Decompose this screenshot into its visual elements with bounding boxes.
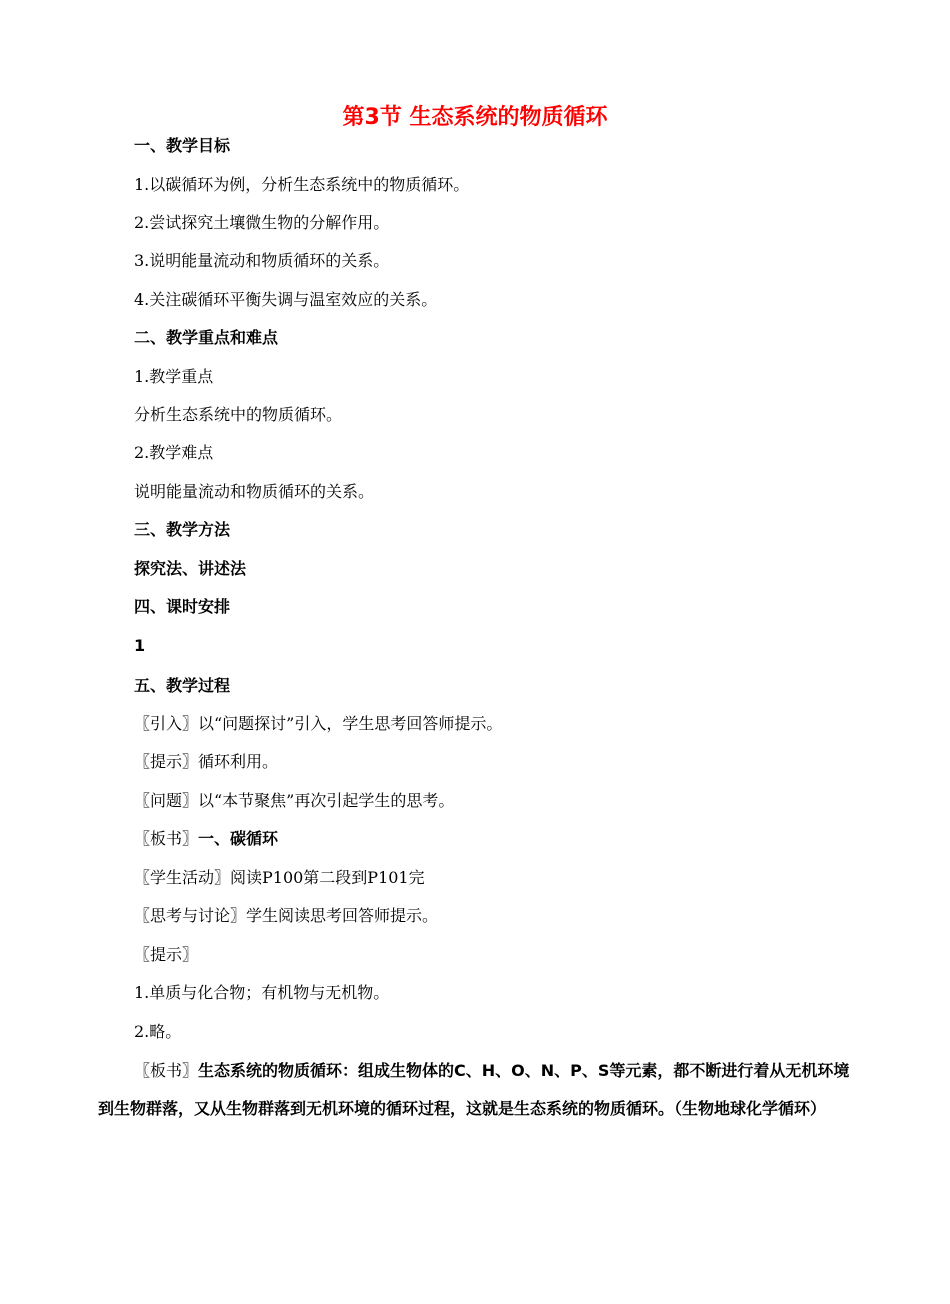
section-heading-key-points: 二、教学重点和难点 (134, 328, 279, 347)
text-line: 分析生态系统中的物质循环。 (134, 405, 343, 424)
section-heading-schedule: 四、课时安排 (134, 597, 231, 616)
board-prefix: 〖板书〗 (134, 1061, 199, 1080)
process-line: 〖学生活动〗阅读P100第二段到P101完 (134, 868, 425, 887)
section-heading-objectives: 一、教学目标 (134, 136, 231, 155)
process-line: 〖提示〗循环利用。 (134, 752, 279, 771)
text-line: 说明能量流动和物质循环的关系。 (134, 482, 375, 501)
methods-text: 探究法、讲述法 (134, 559, 247, 578)
process-line: 〖问题〗以“本节聚焦”再次引起学生的思考。 (134, 791, 455, 810)
section-heading-methods: 三、教学方法 (134, 520, 231, 539)
section-heading-process: 五、教学过程 (134, 676, 231, 695)
board-text: 一、碳循环 (198, 829, 279, 848)
process-line: 〖引入〗以“问题探讨”引入，学生思考回答师提示。 (134, 714, 503, 733)
process-line: 〖思考与讨论〗学生阅读思考回答师提示。 (134, 906, 439, 925)
board-text: 生态系统的物质循环：组成生物体的C、H、O、N、P、S等元素，都不断进行着从无机环境到生物群落，又从生物群落到无机环境的循环过程，这就是生态系统的物质循环。（生物地球化学循环） (98, 1061, 850, 1118)
board-note-carbon-cycle (134, 827, 278, 851)
process-line: 〖提示〗 (134, 945, 199, 964)
objective-item: 2.尝试探究土壤微生物的分解作用。 (134, 213, 390, 232)
objective-item: 4.关注碳循环平衡失调与温室效应的关系。 (134, 290, 438, 309)
board-prefix: 〖板书〗 (134, 829, 199, 848)
objective-item: 1.以碳循环为例，分析生态系统中的物质循环。 (134, 175, 470, 194)
subheading: 1.教学重点 (134, 367, 214, 386)
subheading: 2.教学难点 (134, 443, 214, 462)
objective-item: 3.说明能量流动和物质循环的关系。 (134, 251, 390, 270)
schedule-value: 1 (134, 636, 146, 655)
board-note-material-cycle (98, 1052, 858, 1128)
hint-item: 1.单质与化合物；有机物与无机物。 (134, 983, 390, 1002)
page-title: 第3节 生态系统的物质循环 (342, 105, 608, 130)
hint-item: 2.略。 (134, 1022, 182, 1041)
